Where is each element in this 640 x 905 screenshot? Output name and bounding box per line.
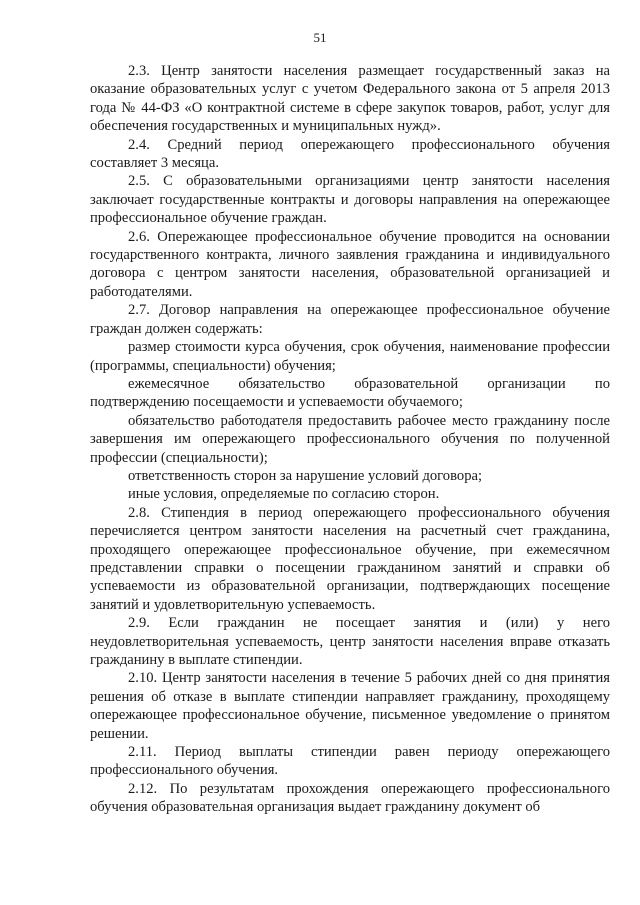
paragraph-2-9: 2.9. Если гражданин не посещает занятия и (или) у него неудовлетворительная успеваемость, центр занятости населения вправе отказать гражданину в выплате стипендии.: [90, 615, 610, 668]
paragraph-2-7: 2.7. Договор направления на опережающее профессиональное обучение граждан должен содержать:: [90, 302, 610, 337]
contract-item-attendance: ежемесячное обязательство образовательной организации по подтверждению посещаемости и успеваемости обучаемого;: [90, 375, 610, 411]
contract-item-employer: обязательство работодателя предоставить рабочее место гражданину после завершения им опережающего профессионального обучения по полученной профессии (специальности);: [90, 412, 610, 466]
paragraph-2-11: 2.11. Период выплаты стипендии равен периоду опережающего профессионального обучения.: [90, 744, 610, 779]
page-number: 51: [313, 30, 327, 45]
paragraph-2-12: 2.12. По результатам прохождения опережающего профессионального обучения образовательная организация выдает гражданину документ об: [90, 780, 610, 816]
document-body: [90, 62, 610, 817]
paragraph-2-8: 2.8. Стипендия в период опережающего профессионального обучения перечисляется центром занятости населения на расчетный счет гражданина, проходящего опережающее профессиональное обучение, при ежемесячном представлении справки о посещении гражданином занятий и справки об успеваемости из образовательной организации, подтверждающих посещение занятий и удовлетворительную успеваемость.: [90, 504, 610, 613]
contract-item-responsibility: ответственность сторон за нарушение условий договора;: [128, 467, 483, 484]
contract-item-cost: размер стоимости курса обучения, срок обучения, наименование профессии (программы, специальности) обучения;: [90, 339, 610, 374]
contract-item-other: иные условия, определяемые по согласию сторон.: [128, 486, 440, 503]
paragraph-2-5: 2.5. С образовательными организациями центр занятости населения заключает государственные контракты и договоры направления на опережающее профессиональное обучение граждан.: [90, 173, 610, 227]
paragraph-2-6: 2.6. Опережающее профессиональное обучение проводится на основании государственного контракта, личного заявления гражданина и индивидуального договора с центром занятости населения, образовательной организацией и работодателями.: [90, 228, 610, 300]
paragraph-2-3: 2.3. Центр занятости населения размещает государственный заказ на оказание образовательных услуг с учетом Федерального закона от 5 апреля 2013 года № 44-ФЗ «О контрактной системе в сфере закупок товаров, работ, услуг для обеспечения государственных и муниципальных нужд».: [90, 63, 610, 135]
paragraph-2-4: 2.4. Средний период опережающего профессионального обучения составляет 3 месяца.: [90, 136, 610, 172]
paragraph-2-10: 2.10. Центр занятости населения в течение 5 рабочих дней со дня принятия решения об отказе в выплате стипендии направляет гражданину, проходящему опережающее профессиональное обучение, письменное уведомление о принятом решении.: [90, 670, 610, 742]
